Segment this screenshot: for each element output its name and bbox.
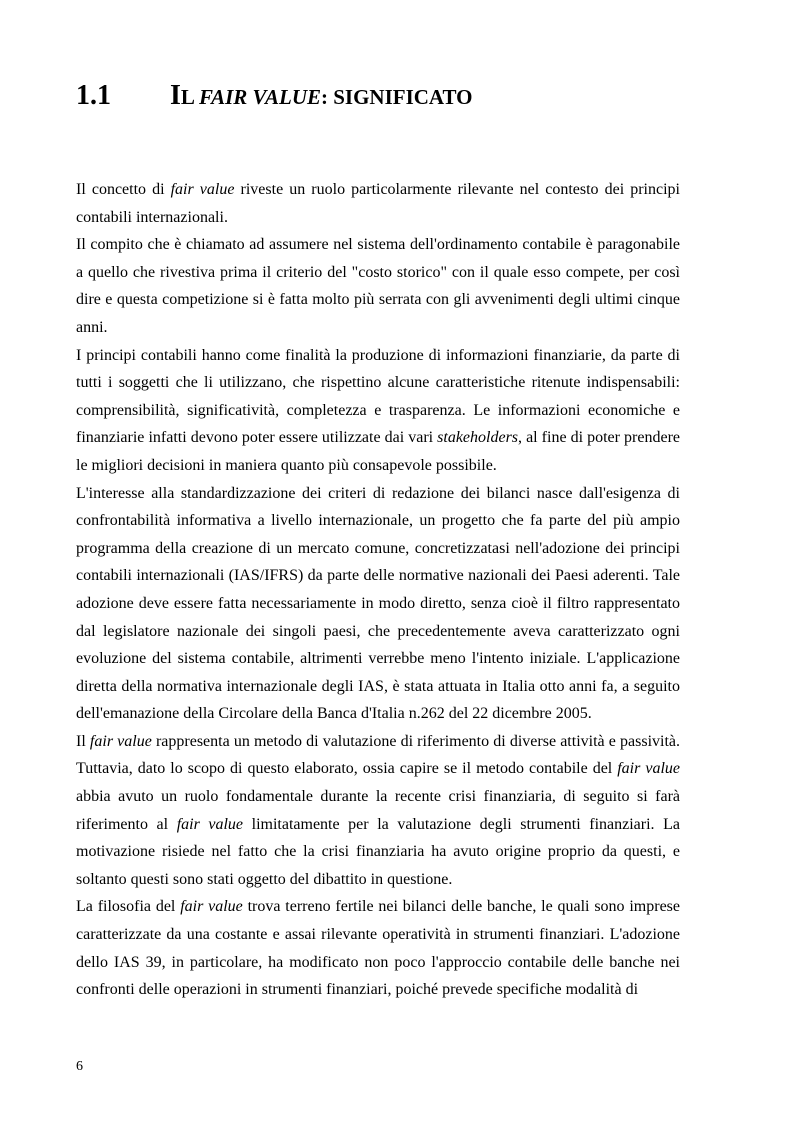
body-text	[76, 176, 680, 1004]
section-title-initial: I	[170, 80, 181, 111]
text-run: rappresenta un metodo di valutazione di riferimento di diverse attività e passività. Tuttavia, dato lo scopo di questo elaborato, ossia capire se il metodo contabile del	[76, 732, 681, 778]
section-heading	[76, 76, 716, 116]
italic-term: stakeholders	[437, 429, 519, 447]
section-number: 1.1	[76, 80, 111, 111]
text-run: La filosofia del	[76, 898, 181, 916]
section-title-end: : SIGNIFICATO	[321, 85, 473, 109]
italic-term: fair value	[617, 760, 680, 778]
italic-term: fair value	[176, 815, 244, 833]
section-title-rest: L	[180, 85, 200, 109]
text-run: riveste un ruolo particolarmente rilevante nel contesto dei principi contabili internazionali.	[76, 181, 680, 226]
section-title-italic: FAIR VALUE	[199, 85, 321, 109]
page-number: 6	[76, 1059, 83, 1074]
text-run: Il concetto di	[76, 181, 171, 198]
paragraph	[76, 728, 680, 894]
text-run: I principi contabili hanno come finalità la produzione di informazioni finanziarie, da parte di tutti i soggetti che li utilizzano, che rispettino alcune caratteristiche ritenute indispensabili: comprensibilità, significatività, completezza e trasparenza. Le informazioni economiche e finanziarie infatti devono poter essere utilizzate dai vari	[76, 346, 680, 447]
text-run: Il	[76, 732, 90, 750]
paragraph	[76, 342, 680, 480]
text-run: Il compito che è chiamato ad assumere nel sistema dell'ordinamento contabile è paragonabile a quello che rivestiva prima il criterio del "costo storico" con il quale esso compete, per così dire e questa competizione si è fatta molto più serrata con gli avvenimenti degli ultimi cinque anni.	[76, 236, 680, 336]
paragraph	[76, 176, 680, 231]
paragraph	[76, 480, 680, 728]
text-run: , al fine di poter prendere le migliori decisioni in maniera quanto più consapevole possibile.	[76, 429, 680, 474]
section-title	[170, 76, 473, 120]
italic-term: fair value	[89, 732, 152, 750]
text-run: abbia avuto un ruolo fondamentale durante la recente crisi finanziaria, di seguito si farà riferimento al	[76, 788, 680, 833]
text-run: L'interesse alla standardizzazione dei criteri di redazione dei bilanci nasce dall'esigenza di confrontabilità informativa a livello internazionale, un progetto che fa parte del più ampio programma della creazione di un mercato comune, concretizzatasi nell'adozione dei principi contabili internazionali (IAS/IFRS) da parte delle normative nazionali dei Paesi aderenti. Tale adozione deve essere fatta necessariamente in modo diretto, senza cioè il filtro rappresentato dal legislatore nazionale dei singoli paesi, che precedentemente aveva caratterizzato ogni evoluzione del sistema contabile, altrimenti verrebbe meno l'intento iniziale. L'applicazione diretta della normativa internazionale degli IAS, è stata attuata in Italia otto anni fa, a seguito dell'emanazione della Circolare della Banca d'Italia n.262 del 22 dicembre 2005.	[76, 484, 680, 723]
text-run: trova terreno fertile nei bilanci delle banche, le quali sono imprese caratterizzate da una costante e assai rilevante operatività in strumenti finanziari. L'adozione dello IAS 39, in particolare, ha modificato non poco l'approccio contabile delle banche nei confronti delle operazioni in strumenti finanziari, poiché prevede specifiche modalità di	[76, 898, 681, 999]
paragraph	[76, 231, 680, 341]
italic-term: fair value	[170, 181, 235, 198]
text-run: limitatamente per la valutazione degli strumenti finanziari. La motivazione risiede nel fatto che la crisi finanziaria ha avuto origine proprio da questi, e soltanto questi sono stati oggetto del dibattito in questione.	[76, 815, 681, 888]
italic-term: fair value	[180, 898, 243, 916]
paragraph	[76, 893, 680, 1003]
